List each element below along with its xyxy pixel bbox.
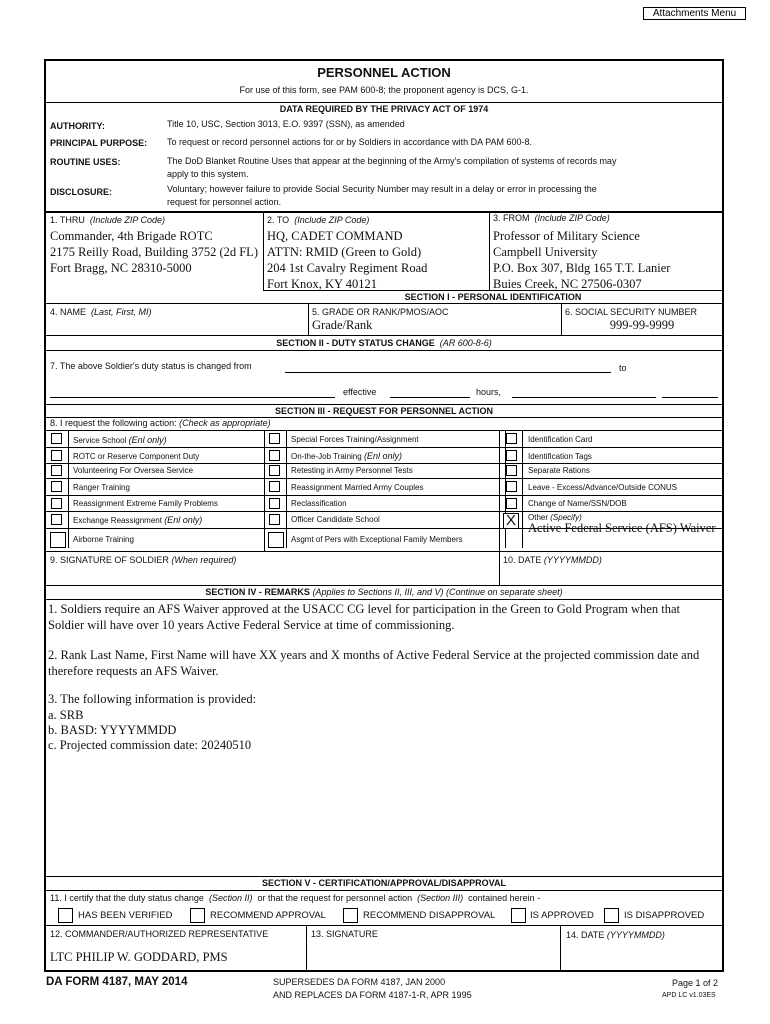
special-forces-checkbox[interactable] <box>269 433 280 444</box>
routine-text-2: apply to this system. <box>167 169 249 179</box>
section4-heading: SECTION IV - REMARKS (Applies to Sections II, III, and V) (Continue on separate sheet) <box>205 587 563 597</box>
remark-line: 1. Soldiers require an AFS Waiver approved at the USACC CG level for participation in the Green to Gold Program when that <box>48 602 680 616</box>
reclassification-label: Reclassification <box>291 499 347 508</box>
hours-word: hours, <box>476 387 502 397</box>
other-specify-field[interactable]: Active Federal Service (AFS) Waiver <box>528 521 716 535</box>
remark-line: c. Projected commission date: 20240510 <box>48 738 252 752</box>
retesting-checkbox[interactable] <box>269 465 280 476</box>
recommend-disapproval-label: RECOMMEND DISAPPROVAL <box>363 910 496 921</box>
approval-date-label: 14. DATE (YYYYMMDD) <box>566 930 665 940</box>
ocs-label: Officer Candidate School <box>291 515 380 524</box>
recommend-approval-label: RECOMMEND APPROVAL <box>210 910 326 921</box>
form-title: PERSONNEL ACTION <box>317 65 451 80</box>
ssn-label: 6. SOCIAL SECURITY NUMBER <box>565 307 698 317</box>
special-forces-label: Special Forces Training/Assignment <box>291 435 419 444</box>
thru-label: 1. THRU (Include ZIP Code) <box>50 215 166 225</box>
to-address[interactable] <box>267 228 427 292</box>
leave-checkbox[interactable] <box>506 481 517 492</box>
signature-date-label: 10. DATE (YYYYMMDD) <box>503 555 602 565</box>
exceptional-family-checkbox[interactable] <box>268 532 284 548</box>
id-card-label: Identification Card <box>528 435 593 444</box>
disapproved-checkbox[interactable] <box>604 908 619 923</box>
verified-label: HAS BEEN VERIFIED <box>78 910 173 921</box>
section1-heading: SECTION I - PERSONAL IDENTIFICATION <box>404 292 582 302</box>
form-version: APD LC v1.03ES <box>662 992 716 999</box>
exceptional-family-label: Asgmt of Pers with Exceptional Family Members <box>291 535 463 544</box>
name-field[interactable] <box>50 319 305 333</box>
routine-text-1: The DoD Blanket Routine Uses that appear at the beginning of the Army's compilation of systems of records may <box>167 156 617 166</box>
grade-field[interactable]: Grade/Rank <box>312 318 373 332</box>
name-label: 4. NAME (Last, First, MI) <box>50 307 152 317</box>
oversea-checkbox[interactable] <box>51 465 62 476</box>
page-number: Page 1 of 2 <box>672 978 719 988</box>
form-id: DA FORM 4187, MAY 2014 <box>46 976 188 988</box>
retesting-label: Retesting in Army Personnel Tests <box>291 466 413 475</box>
section2-heading: SECTION II - DUTY STATUS CHANGE (AR 600-8-6) <box>276 338 492 348</box>
ojt-label: On-the-Job Training (Enl only) <box>291 451 402 461</box>
soldier-signature-field[interactable] <box>50 567 490 583</box>
rotc-label: ROTC or Reserve Component Duty <box>73 452 200 461</box>
recommend-approval-checkbox[interactable] <box>190 908 205 923</box>
authority-label: AUTHORITY: <box>50 121 105 131</box>
from-address[interactable] <box>493 228 670 292</box>
duty-from-field[interactable] <box>285 372 611 373</box>
to-label: 2. TO (Include ZIP Code) <box>267 215 370 225</box>
date-field[interactable] <box>662 397 718 398</box>
thru-line: 2175 Reilly Road, Building 3752 (2d FL) <box>50 245 258 259</box>
soldier-signature-label: 9. SIGNATURE OF SOLDIER (When required) <box>50 555 237 565</box>
remark-line: 2. Rank Last Name, First Name will have XX years and X months of Active Federal Service at the projected commission date and <box>48 648 700 662</box>
to-line: ATTN: RMID (Green to Gold) <box>267 245 422 259</box>
id-tags-label: Identification Tags <box>528 452 592 461</box>
rotc-checkbox[interactable] <box>51 450 62 461</box>
ocs-checkbox[interactable] <box>269 514 280 525</box>
service-school-label: Service School (Enl only) <box>73 435 167 445</box>
thru-address[interactable] <box>50 228 258 276</box>
recommend-disapproval-checkbox[interactable] <box>343 908 358 923</box>
to-line: Fort Knox, KY 40121 <box>267 277 377 291</box>
signature-date-field[interactable] <box>503 567 718 583</box>
from-label: 3. FROM (Include ZIP Code) <box>493 213 610 223</box>
other-label: Other (Specify) <box>528 513 582 522</box>
approved-label: IS APPROVED <box>530 910 594 921</box>
to-line: HQ, CADET COMMAND <box>267 229 403 243</box>
reclassification-checkbox[interactable] <box>269 498 280 509</box>
authority-text: Title 10, USC, Section 3013, E.O. 9397 (SSN), as amended <box>167 119 405 129</box>
from-line: Campbell University <box>493 245 598 259</box>
id-card-checkbox[interactable] <box>506 433 517 444</box>
commander-label: 12. COMMANDER/AUTHORIZED REPRESENTATIVE <box>50 929 269 939</box>
supersedes-2: AND REPLACES DA FORM 4187-1-R, APR 1995 <box>273 990 472 1000</box>
section3-intro: 8. I request the following action: (Check as appropriate) <box>50 418 271 428</box>
airborne-label: Airborne Training <box>73 535 134 544</box>
verified-checkbox[interactable] <box>58 908 73 923</box>
remark-line: 3. The following information is provided: <box>48 692 257 706</box>
purpose-text: To request or record personnel actions for or by Soldiers in accordance with DA PAM 600-8. <box>167 137 533 147</box>
certify-text: 11. I certify that the duty status change (Section II) or that the request for personnel action (Section III) contained herein - <box>50 893 541 903</box>
effective-field[interactable] <box>390 397 470 398</box>
exchange-checkbox[interactable] <box>51 514 62 525</box>
extreme-family-checkbox[interactable] <box>51 498 62 509</box>
ssn-field[interactable]: 999-99-9999 <box>609 318 675 332</box>
section3-heading: SECTION III - REQUEST FOR PERSONNEL ACTION <box>274 406 494 416</box>
thru-line: Fort Bragg, NC 28310-5000 <box>50 261 192 275</box>
from-line: Professor of Military Science <box>493 229 640 243</box>
disclosure-text-1: Voluntary; however failure to provide Social Security Number may result in a delay or error in processing the <box>167 184 597 194</box>
leave-label: Leave - Excess/Advance/Outside CONUS <box>528 483 677 492</box>
duty-to-word: to <box>619 363 627 373</box>
ranger-checkbox[interactable] <box>51 481 62 492</box>
purpose-label: PRINCIPAL PURPOSE: <box>50 138 148 148</box>
remark-line: Soldier will have over 10 years Active Federal Service at time of commissioning. <box>48 618 455 632</box>
ojt-checkbox[interactable] <box>269 450 280 461</box>
married-couples-label: Reassignment Married Army Couples <box>291 483 424 492</box>
approver-signature-label: 13. SIGNATURE <box>311 929 378 939</box>
disapproved-label: IS DISAPPROVED <box>624 910 705 921</box>
effective-word: effective <box>343 387 377 397</box>
remark-line: therefore requests an AFS Waiver. <box>48 664 219 678</box>
disclosure-label: DISCLOSURE: <box>50 187 113 197</box>
other-checkbox[interactable] <box>503 513 519 529</box>
section5-heading: SECTION V - CERTIFICATION/APPROVAL/DISAPPROVAL <box>261 878 506 888</box>
supersedes-1: SUPERSEDES DA FORM 4187, JAN 2000 <box>273 977 446 987</box>
hours-field[interactable] <box>512 397 656 398</box>
rations-label: Separate Rations <box>528 466 590 475</box>
duty-status-text: 7. The above Soldier's duty status is changed from <box>50 361 252 371</box>
airborne-checkbox[interactable] <box>50 532 66 548</box>
name-change-checkbox[interactable] <box>506 498 517 509</box>
from-line: Buies Creek, NC 27506-0307 <box>493 277 642 291</box>
approver-signature-field[interactable] <box>311 943 556 969</box>
duty-to-field[interactable] <box>50 397 335 398</box>
form-subtitle: For use of this form, see PAM 600-8; the proponent agency is DCS, G-1. <box>239 85 529 95</box>
service-school-checkbox[interactable] <box>51 433 62 444</box>
extreme-family-label: Reassignment Extreme Family Problems <box>73 499 218 508</box>
approved-checkbox[interactable] <box>511 908 526 923</box>
oversea-label: Volunteering For Oversea Service <box>73 466 194 475</box>
to-line: 204 1st Cavalry Regiment Road <box>267 261 428 275</box>
id-tags-checkbox[interactable] <box>506 450 517 461</box>
name-change-label: Change of Name/SSN/DOB <box>528 499 627 508</box>
exchange-label: Exchange Reassignment (Enl only) <box>73 515 203 525</box>
from-line: P.O. Box 307, Bldg 165 T.T. Lanier <box>493 261 671 275</box>
ranger-label: Ranger Training <box>73 483 130 492</box>
remark-line: a. SRB <box>48 708 84 722</box>
disclosure-text-2: request for personnel action. <box>167 197 282 207</box>
routine-label: ROUTINE USES: <box>50 157 121 167</box>
privacy-heading: DATA REQUIRED BY THE PRIVACY ACT OF 1974 <box>279 104 489 114</box>
approval-date-field[interactable] <box>566 944 718 968</box>
check-x-icon: X <box>505 512 516 529</box>
attachments-menu-button[interactable]: Attachments Menu <box>643 7 746 20</box>
remark-line: b. BASD: YYYYMMDD <box>48 723 177 737</box>
rations-checkbox[interactable] <box>506 465 517 476</box>
grade-label: 5. GRADE OR RANK/PMOS/AOC <box>312 307 449 317</box>
thru-line: Commander, 4th Brigade ROTC <box>50 229 213 243</box>
married-couples-checkbox[interactable] <box>269 481 280 492</box>
commander-field[interactable]: LTC PHILIP W. GODDARD, PMS <box>50 950 228 964</box>
remarks-area[interactable] <box>48 602 718 874</box>
